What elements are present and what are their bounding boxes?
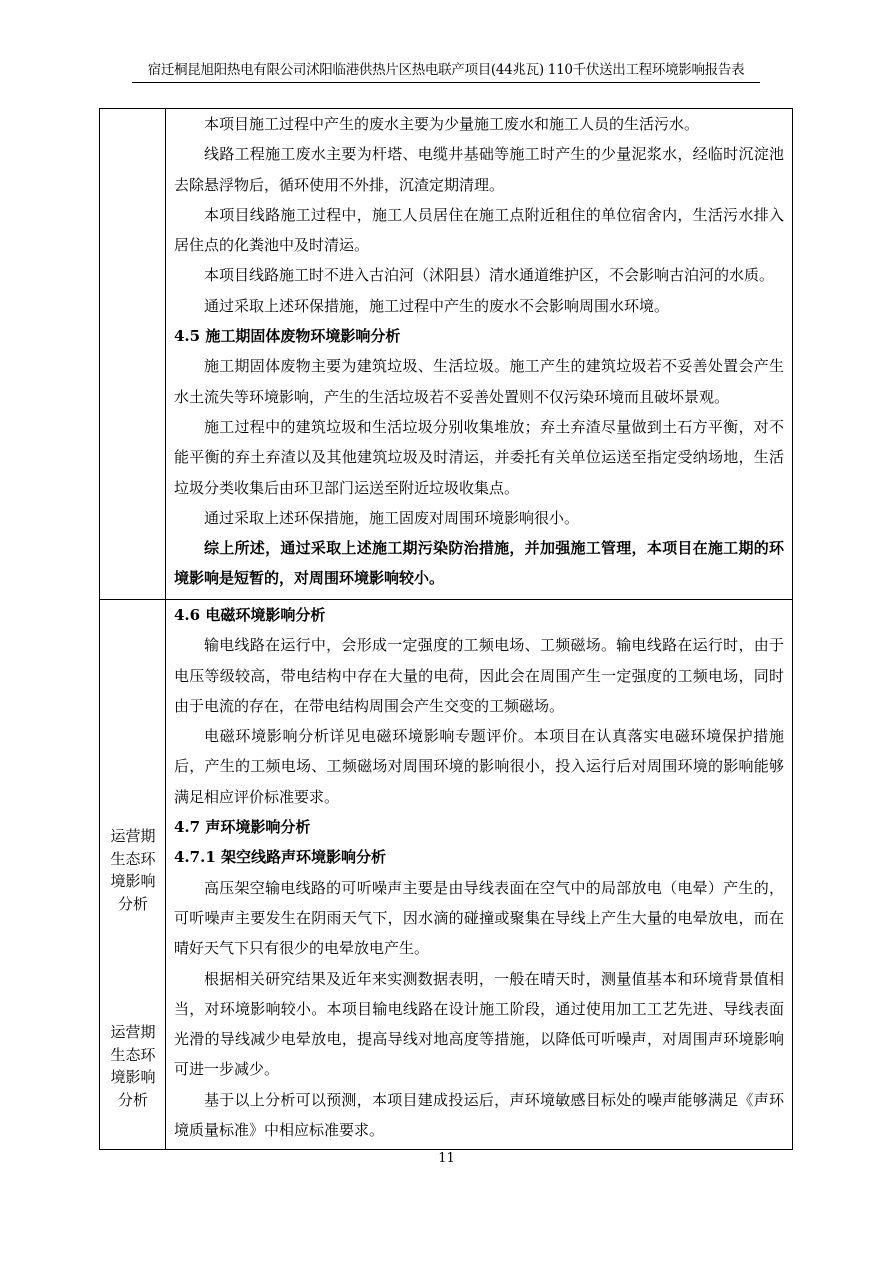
paragraph-wastewater-line: 线路工程施工废水主要为杆塔、电缆井基础等施工时产生的少量泥浆水，经临时沉淀池去除悬浮物后，循环使用不外排，沉渣定期清理。 xyxy=(174,145,784,194)
construction-label-cell xyxy=(100,109,166,599)
heading-solid-waste: 4.5 施工期固体废物环境影响分析 xyxy=(174,327,401,346)
paragraph-summary: 综上所述，通过采取上述施工期污染防治措施，并加强施工管理，本项目在施工期的环境影响是短暂的，对周围环境影响较小。 xyxy=(174,539,784,588)
paragraph-noise-measures: 根据相关研究结果及近年来实测数据表明，一般在晴天时，测量值基本和环境背景值相当，对环境影响较小。本项目输电线路在设计施工阶段，通过使用加工工艺先进、导线表面光滑的导线减少电晕放电，提高导线对地高度等措施，以降低可听噪声，对周围声环境影响可进一步减少。 xyxy=(174,969,784,1079)
construction-content xyxy=(174,109,784,594)
paragraph-solid-conclusion: 通过采取上述环保措施，施工固废对周围环境影响很小。 xyxy=(204,508,580,527)
paragraph-wastewater-domestic: 本项目线路施工过程中，施工人员居住在施工点附近租住的单位宿舍内，生活污水排入居住点的化粪池中及时清运。 xyxy=(174,205,784,255)
label-line: 境影响 xyxy=(110,1068,156,1086)
heading-electromagnetic: 4.6 电磁环境影响分析 xyxy=(174,606,326,624)
page-number: 11 xyxy=(438,1151,455,1166)
label-line: 分析 xyxy=(117,894,148,913)
paragraph-noise-conclusion: 基于以上分析可以预测，本项目建成投运后，声环境敏感目标处的噪声能够满足《声环境质量标准》中相应标准要求。 xyxy=(174,1090,784,1140)
label-line: 生态环 xyxy=(110,1045,156,1064)
label-line: 境影响 xyxy=(110,872,156,890)
operation-row xyxy=(100,600,792,1149)
label-line: 生态环 xyxy=(110,849,156,868)
label-line: 分析 xyxy=(117,1090,148,1109)
operation-label-cell xyxy=(100,600,166,1149)
page-header: 宿迁桐昆旭阳热电有限公司沭阳临港供热片区热电联产项目(44兆瓦) 110千伏送出工程环境影响报告表 xyxy=(132,60,760,83)
operation-label-bottom xyxy=(100,1021,166,1111)
heading-noise: 4.7 声环境影响分析 xyxy=(174,818,311,837)
report-table xyxy=(99,108,793,1150)
operation-label-top xyxy=(100,825,166,915)
construction-row xyxy=(100,109,792,600)
operation-content xyxy=(174,600,784,1145)
label-line: 运营期 xyxy=(110,1023,156,1041)
heading-noise-sub: 4.7.1 架空线路声环境影响分析 xyxy=(174,848,386,867)
paragraph-solid-measures: 施工过程中的建筑垃圾和生活垃圾分别收集堆放；弃土弃渣尽量做到土石方平衡，对不能平衡的弃土弃渣以及其他建筑垃圾及时清运，并委托有关单位运送至指定受纳场地，生活垃圾分类收集后由环卫部门运送至附近垃圾收集点。 xyxy=(174,417,784,497)
paragraph-wastewater-conclusion: 通过采取上述环保措施，施工过程中产生的废水不会影响周围水环境。 xyxy=(204,296,670,315)
label-line: 运营期 xyxy=(110,827,156,845)
paragraph-em-intro: 输电线路在运行中，会形成一定强度的工频电场、工频磁场。输电线路在运行时，由于电压等级较高，带电结构中存在大量的电荷，因此会在周围产生一定强度的工频电场，同时由于电流的存在，在带电结构周围会产生交变的工频磁场。 xyxy=(174,636,784,715)
paragraph-em-detail: 电磁环境影响分析详见电磁环境影响专题评价。本项目在认真落实电磁环境保护措施后，产生的工频电场、工频磁场对周围环境的影响很小，投入运行后对周围环境的影响能够满足相应评价标准要求。 xyxy=(174,727,784,806)
paragraph-wastewater-river: 本项目线路施工时不进入古泊河（沭阳县）清水通道维护区，不会影响古泊河的水质。 xyxy=(204,266,775,285)
paragraph-solid-intro: 施工期固体废物主要为建筑垃圾、生活垃圾。施工产生的建筑垃圾若不妥善处置会产生水土流失等环境影响，产生的生活垃圾若不妥善处置则不仅污染环境而且破坏景观。 xyxy=(174,357,784,406)
paragraph-wastewater-intro: 本项目施工过程中产生的废水主要为少量施工废水和施工人员的生活污水。 xyxy=(204,115,700,133)
paragraph-noise-source: 高压架空输电线路的可听噪声主要是由导线表面在空气中的局部放电（电晕）产生的，可听噪声主要发生在阴雨天气下，因水滴的碰撞或聚集在导线上产生大量的电晕放电，而在晴好天气下只有很少的电晕放电产生。 xyxy=(174,878,784,958)
